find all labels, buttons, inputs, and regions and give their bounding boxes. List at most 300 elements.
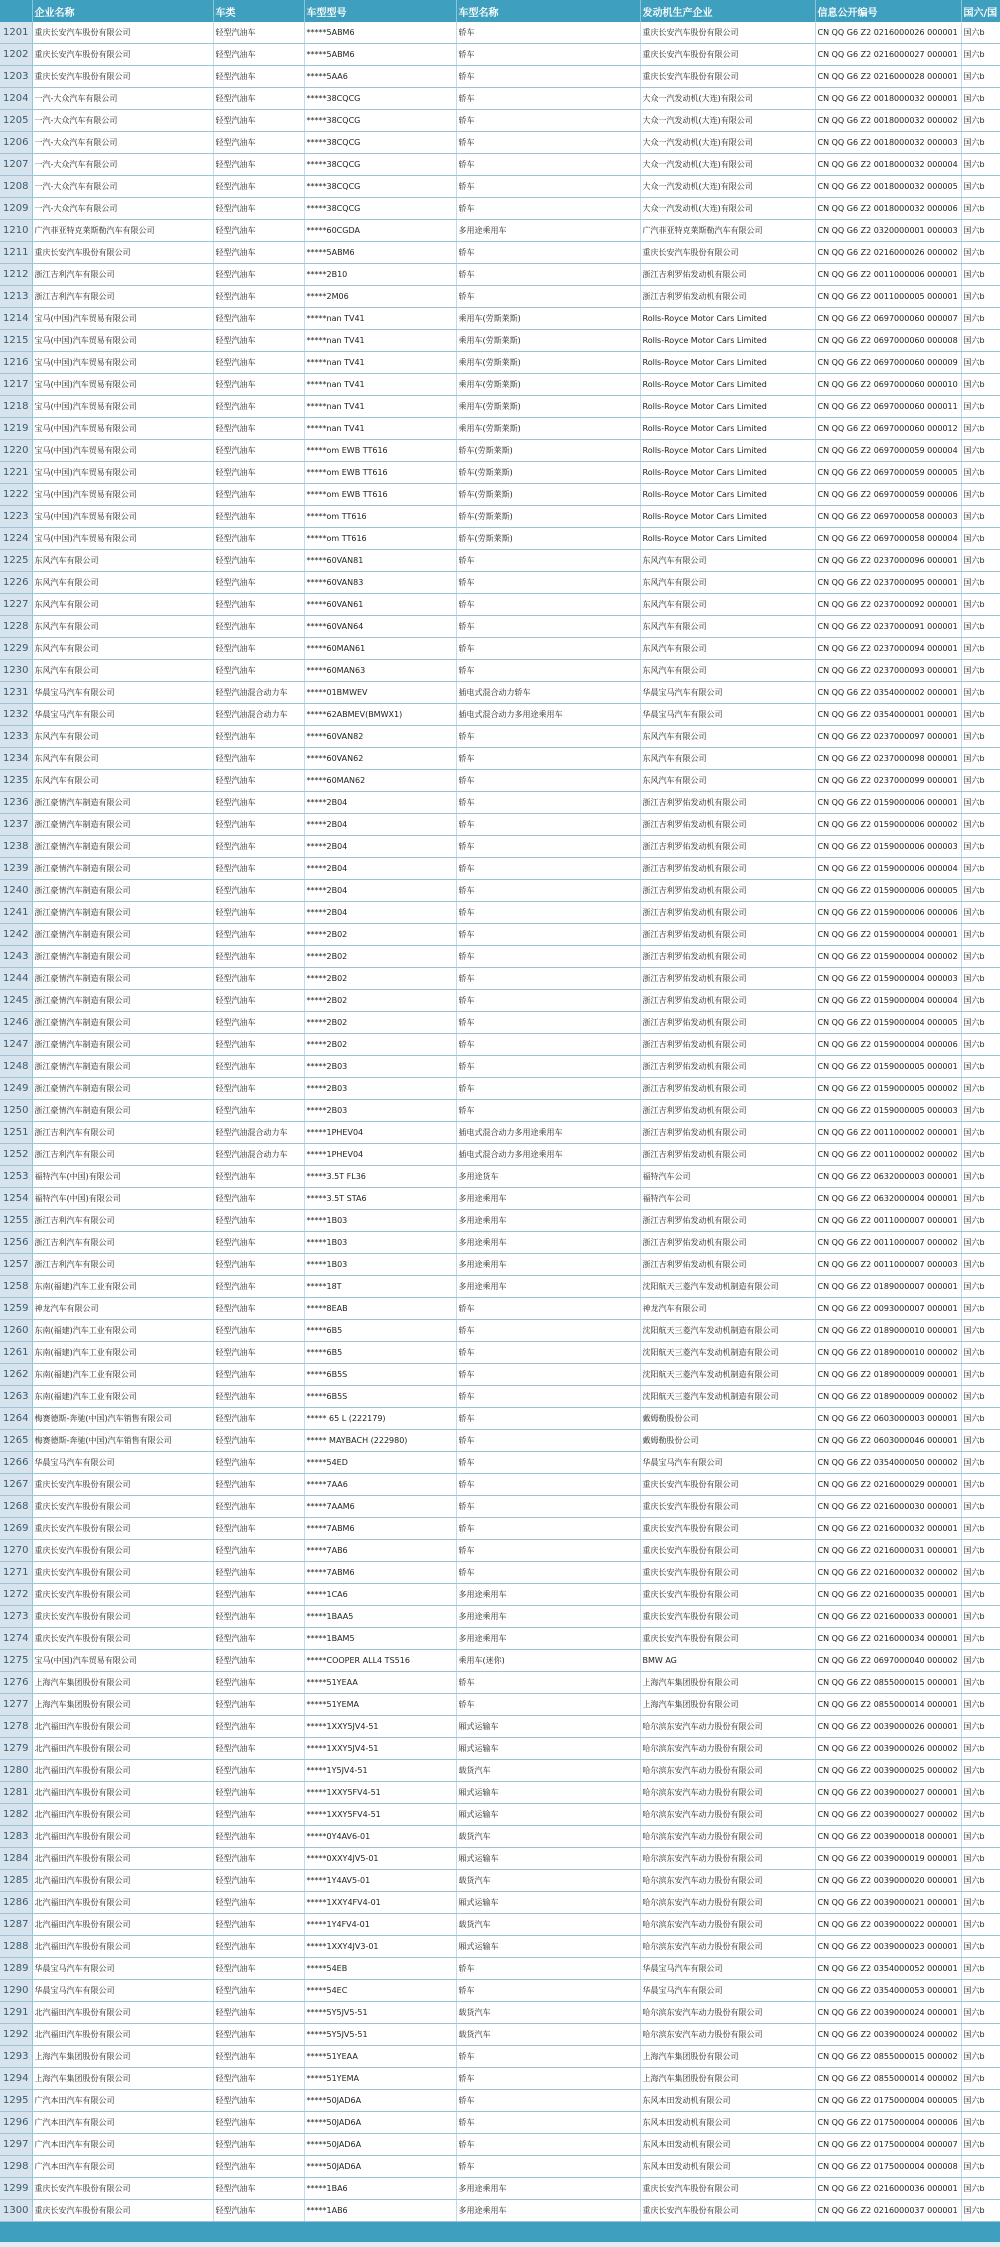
vehicle-class-cell[interactable]: 轻型汽油车 [213, 946, 304, 968]
row-number[interactable]: 1283 [0, 1826, 32, 1848]
engine-maker-cell[interactable]: 哈尔滨东安汽车动力股份有限公司 [640, 2024, 815, 2046]
model-code-cell[interactable]: *****1B03 [304, 1232, 456, 1254]
company-cell[interactable]: 北汽福田汽车股份有限公司 [32, 1716, 213, 1738]
model-name-cell[interactable]: 轿车 [456, 1012, 640, 1034]
table-row[interactable] [0, 1100, 1000, 1122]
row-number[interactable]: 1292 [0, 2024, 32, 2046]
row-number[interactable]: 1300 [0, 2200, 32, 2222]
table-row[interactable] [0, 1782, 1000, 1804]
row-number[interactable]: 1207 [0, 154, 32, 176]
model-name-cell[interactable]: 轿车 [456, 1980, 640, 2002]
company-cell[interactable]: 浙江豪情汽车制造有限公司 [32, 1034, 213, 1056]
emission-std-cell[interactable]: 国六b [961, 506, 1000, 528]
model-code-cell[interactable]: *****1AB6 [304, 2200, 456, 2222]
company-cell[interactable]: 浙江豪情汽车制造有限公司 [32, 792, 213, 814]
vehicle-class-cell[interactable]: 轻型汽油车 [213, 440, 304, 462]
row-number[interactable]: 1258 [0, 1276, 32, 1298]
model-code-cell[interactable]: *****60VAN61 [304, 594, 456, 616]
row-number[interactable]: 1246 [0, 1012, 32, 1034]
table-row[interactable] [0, 1826, 1000, 1848]
row-number[interactable]: 1284 [0, 1848, 32, 1870]
vehicle-class-cell[interactable]: 轻型汽油车 [213, 484, 304, 506]
table-row[interactable] [0, 1584, 1000, 1606]
model-name-cell[interactable]: 乘用车(劳斯莱斯) [456, 352, 640, 374]
model-name-cell[interactable]: 插电式混合动力轿车 [456, 682, 640, 704]
vehicle-class-cell[interactable]: 轻型汽油车 [213, 1628, 304, 1650]
model-code-cell[interactable]: *****6B5S [304, 1364, 456, 1386]
engine-maker-cell[interactable]: 大众一汽发动机(大连)有限公司 [640, 88, 815, 110]
engine-maker-cell[interactable]: 浙江吉利罗佑发动机有限公司 [640, 1254, 815, 1276]
engine-maker-cell[interactable]: 华晨宝马汽车有限公司 [640, 1452, 815, 1474]
model-name-cell[interactable]: 轿车 [456, 2090, 640, 2112]
model-name-cell[interactable]: 载货汽车 [456, 1870, 640, 1892]
vehicle-class-cell[interactable]: 轻型汽油车 [213, 2024, 304, 2046]
emission-std-cell[interactable]: 国六b [961, 418, 1000, 440]
table-row[interactable] [0, 1210, 1000, 1232]
model-code-cell[interactable]: *****3.5T FL36 [304, 1166, 456, 1188]
engine-maker-cell[interactable]: 重庆长安汽车股份有限公司 [640, 2200, 815, 2222]
emission-std-cell[interactable]: 国六b [961, 616, 1000, 638]
model-name-cell[interactable]: 厢式运输车 [456, 1848, 640, 1870]
table-row[interactable] [0, 2024, 1000, 2046]
engine-maker-cell[interactable]: 神龙汽车有限公司 [640, 1298, 815, 1320]
company-cell[interactable]: 上海汽车集团股份有限公司 [32, 1672, 213, 1694]
model-code-cell[interactable]: *****51YEAA [304, 1672, 456, 1694]
vehicle-class-cell[interactable]: 轻型汽油车 [213, 1100, 304, 1122]
model-name-cell[interactable]: 厢式运输车 [456, 1936, 640, 1958]
model-code-cell[interactable]: *****8EAB [304, 1298, 456, 1320]
table-row[interactable] [0, 1672, 1000, 1694]
model-code-cell[interactable]: *****1XXY5FV4-51 [304, 1804, 456, 1826]
engine-maker-cell[interactable]: 华晨宝马汽车有限公司 [640, 1958, 815, 1980]
table-row[interactable] [0, 2068, 1000, 2090]
row-number[interactable]: 1247 [0, 1034, 32, 1056]
emission-std-cell[interactable]: 国六b [961, 396, 1000, 418]
model-code-cell[interactable]: *****2B04 [304, 836, 456, 858]
model-code-cell[interactable]: *****60VAN83 [304, 572, 456, 594]
emission-std-cell[interactable]: 国六b [961, 1386, 1000, 1408]
vehicle-class-cell[interactable]: 轻型汽油车 [213, 1738, 304, 1760]
table-row[interactable] [0, 1298, 1000, 1320]
model-code-cell[interactable]: *****38CQCG [304, 176, 456, 198]
vehicle-class-cell[interactable]: 轻型汽油车 [213, 132, 304, 154]
company-cell[interactable]: 重庆长安汽车股份有限公司 [32, 1606, 213, 1628]
disclosure-no-cell[interactable]: CN QQ G6 Z2 0354000002 000001 [815, 682, 961, 704]
emission-std-cell[interactable]: 国六b [961, 968, 1000, 990]
model-name-cell[interactable]: 轿车 [456, 814, 640, 836]
vehicle-class-cell[interactable]: 轻型汽油车 [213, 1056, 304, 1078]
model-name-cell[interactable]: 多用途乘用车 [456, 2200, 640, 2222]
model-code-cell[interactable]: *****1B03 [304, 1210, 456, 1232]
model-code-cell[interactable]: *****7AAM6 [304, 1496, 456, 1518]
vehicle-class-cell[interactable]: 轻型汽油车 [213, 660, 304, 682]
model-code-cell[interactable]: *****2B02 [304, 990, 456, 1012]
model-code-cell[interactable]: *****60VAN64 [304, 616, 456, 638]
company-cell[interactable]: 东南(福建)汽车工业有限公司 [32, 1320, 213, 1342]
table-row[interactable] [0, 2134, 1000, 2156]
company-cell[interactable]: 一汽-大众汽车有限公司 [32, 154, 213, 176]
row-number[interactable]: 1214 [0, 308, 32, 330]
model-name-cell[interactable]: 插电式混合动力多用途乘用车 [456, 704, 640, 726]
vehicle-class-cell[interactable]: 轻型汽油车 [213, 1870, 304, 1892]
model-name-cell[interactable]: 轿车(劳斯莱斯) [456, 440, 640, 462]
model-code-cell[interactable]: *****1BAA5 [304, 1606, 456, 1628]
vehicle-class-cell[interactable]: 轻型汽油车 [213, 88, 304, 110]
vehicle-class-cell[interactable]: 轻型汽油车 [213, 198, 304, 220]
row-number[interactable]: 1239 [0, 858, 32, 880]
row-number[interactable]: 1209 [0, 198, 32, 220]
model-name-cell[interactable]: 轿车 [456, 902, 640, 924]
engine-maker-cell[interactable]: 东风汽车有限公司 [640, 550, 815, 572]
model-code-cell[interactable]: *****2B02 [304, 1034, 456, 1056]
emission-std-cell[interactable]: 国六b [961, 814, 1000, 836]
col-header-company[interactable]: 企业名称 [32, 0, 213, 22]
row-number[interactable]: 1233 [0, 726, 32, 748]
emission-std-cell[interactable]: 国六b [961, 1738, 1000, 1760]
emission-std-cell[interactable]: 国六b [961, 484, 1000, 506]
disclosure-no-cell[interactable]: CN QQ G6 Z2 0039000020 000001 [815, 1870, 961, 1892]
model-name-cell[interactable]: 轿车 [456, 616, 640, 638]
table-row[interactable] [0, 1738, 1000, 1760]
model-name-cell[interactable]: 轿车 [456, 1320, 640, 1342]
company-cell[interactable]: 北汽福田汽车股份有限公司 [32, 1892, 213, 1914]
table-row[interactable] [0, 946, 1000, 968]
disclosure-no-cell[interactable]: CN QQ G6 Z2 0855000014 000001 [815, 1694, 961, 1716]
table-row[interactable] [0, 1430, 1000, 1452]
disclosure-no-cell[interactable]: CN QQ G6 Z2 0697000060 000012 [815, 418, 961, 440]
model-code-cell[interactable]: *****1PHEV04 [304, 1144, 456, 1166]
emission-std-cell[interactable]: 国六b [961, 2178, 1000, 2200]
company-cell[interactable]: 浙江豪情汽车制造有限公司 [32, 858, 213, 880]
company-cell[interactable]: 广汽本田汽车有限公司 [32, 2090, 213, 2112]
row-number[interactable]: 1245 [0, 990, 32, 1012]
company-cell[interactable]: 广汽本田汽车有限公司 [32, 2134, 213, 2156]
table-row[interactable] [0, 1914, 1000, 1936]
vehicle-class-cell[interactable]: 轻型汽油车 [213, 902, 304, 924]
vehicle-class-cell[interactable]: 轻型汽油车 [213, 528, 304, 550]
disclosure-no-cell[interactable]: CN QQ G6 Z2 0216000027 000001 [815, 44, 961, 66]
vehicle-class-cell[interactable]: 轻型汽油车 [213, 1254, 304, 1276]
model-name-cell[interactable]: 轿车 [456, 1298, 640, 1320]
table-row[interactable] [0, 1166, 1000, 1188]
engine-maker-cell[interactable]: 沈阳航天三菱汽车发动机制造有限公司 [640, 1364, 815, 1386]
vehicle-class-cell[interactable]: 轻型汽油车 [213, 1760, 304, 1782]
model-code-cell[interactable]: *****1XXY4JV3-01 [304, 1936, 456, 1958]
model-code-cell[interactable]: *****1XXY5JV4-51 [304, 1738, 456, 1760]
company-cell[interactable]: 浙江吉利汽车有限公司 [32, 1254, 213, 1276]
company-cell[interactable]: 东风汽车有限公司 [32, 550, 213, 572]
disclosure-no-cell[interactable]: CN QQ G6 Z2 0039000025 000002 [815, 1760, 961, 1782]
engine-maker-cell[interactable]: 广汽菲亚特克莱斯勒汽车有限公司 [640, 220, 815, 242]
model-code-cell[interactable]: *****2B02 [304, 946, 456, 968]
model-code-cell[interactable]: *****COOPER ALL4 TS516 [304, 1650, 456, 1672]
company-cell[interactable]: 重庆长安汽车股份有限公司 [32, 1584, 213, 1606]
model-code-cell[interactable]: *****om EWB TT616 [304, 462, 456, 484]
model-code-cell[interactable]: *****38CQCG [304, 88, 456, 110]
model-code-cell[interactable]: *****7ABM6 [304, 1562, 456, 1584]
emission-std-cell[interactable]: 国六b [961, 1452, 1000, 1474]
row-number[interactable]: 1254 [0, 1188, 32, 1210]
company-cell[interactable]: 广汽菲亚特克莱斯勒汽车有限公司 [32, 220, 213, 242]
engine-maker-cell[interactable]: 戴姆勒股份公司 [640, 1430, 815, 1452]
model-name-cell[interactable]: 多用途乘用车 [456, 1254, 640, 1276]
engine-maker-cell[interactable]: 浙江吉利罗佑发动机有限公司 [640, 968, 815, 990]
row-number[interactable]: 1273 [0, 1606, 32, 1628]
table-row[interactable] [0, 528, 1000, 550]
table-row[interactable] [0, 2178, 1000, 2200]
model-code-cell[interactable]: *****38CQCG [304, 198, 456, 220]
emission-std-cell[interactable]: 国六b [961, 1122, 1000, 1144]
vehicle-class-cell[interactable]: 轻型汽油车 [213, 1452, 304, 1474]
disclosure-no-cell[interactable]: CN QQ G6 Z2 0603000046 000001 [815, 1430, 961, 1452]
emission-std-cell[interactable]: 国六b [961, 748, 1000, 770]
engine-maker-cell[interactable]: 东风汽车有限公司 [640, 594, 815, 616]
company-cell[interactable]: 浙江豪情汽车制造有限公司 [32, 836, 213, 858]
table-row[interactable] [0, 682, 1000, 704]
vehicle-class-cell[interactable]: 轻型汽油车 [213, 264, 304, 286]
engine-maker-cell[interactable]: 浙江吉利罗佑发动机有限公司 [640, 264, 815, 286]
table-row[interactable] [0, 2046, 1000, 2068]
company-cell[interactable]: 宝马(中国)汽车贸易有限公司 [32, 396, 213, 418]
company-cell[interactable]: 宝马(中国)汽车贸易有限公司 [32, 484, 213, 506]
vehicle-class-cell[interactable]: 轻型汽油车 [213, 2090, 304, 2112]
vehicle-class-cell[interactable]: 轻型汽油车 [213, 1012, 304, 1034]
row-number[interactable]: 1298 [0, 2156, 32, 2178]
company-cell[interactable]: 宝马(中国)汽车贸易有限公司 [32, 462, 213, 484]
company-cell[interactable]: 浙江豪情汽车制造有限公司 [32, 880, 213, 902]
model-name-cell[interactable]: 轿车 [456, 1958, 640, 1980]
emission-std-cell[interactable]: 国六b [961, 110, 1000, 132]
emission-std-cell[interactable]: 国六b [961, 858, 1000, 880]
emission-std-cell[interactable]: 国六b [961, 132, 1000, 154]
disclosure-no-cell[interactable]: CN QQ G6 Z2 0237000096 000001 [815, 550, 961, 572]
disclosure-no-cell[interactable]: CN QQ G6 Z2 0159000006 000003 [815, 836, 961, 858]
model-name-cell[interactable]: 轿车 [456, 198, 640, 220]
emission-std-cell[interactable]: 国六b [961, 594, 1000, 616]
table-row[interactable] [0, 924, 1000, 946]
disclosure-no-cell[interactable]: CN QQ G6 Z2 0189000010 000002 [815, 1342, 961, 1364]
company-cell[interactable]: 上海汽车集团股份有限公司 [32, 2046, 213, 2068]
model-code-cell[interactable]: *****1BA6 [304, 2178, 456, 2200]
engine-maker-cell[interactable]: Rolls-Royce Motor Cars Limited [640, 418, 815, 440]
vehicle-class-cell[interactable]: 轻型汽油车 [213, 242, 304, 264]
model-code-cell[interactable]: *****5ABM6 [304, 22, 456, 44]
disclosure-no-cell[interactable]: CN QQ G6 Z2 0354000052 000001 [815, 1958, 961, 1980]
company-cell[interactable]: 东南(福建)汽车工业有限公司 [32, 1342, 213, 1364]
model-name-cell[interactable]: 厢式运输车 [456, 1804, 640, 1826]
company-cell[interactable]: 浙江豪情汽车制造有限公司 [32, 902, 213, 924]
engine-maker-cell[interactable]: BMW AG [640, 1650, 815, 1672]
company-cell[interactable]: 宝马(中国)汽车贸易有限公司 [32, 506, 213, 528]
row-number[interactable]: 1291 [0, 2002, 32, 2024]
disclosure-no-cell[interactable]: CN QQ G6 Z2 0216000032 000001 [815, 1518, 961, 1540]
table-row[interactable] [0, 902, 1000, 924]
model-code-cell[interactable]: *****38CQCG [304, 110, 456, 132]
emission-std-cell[interactable]: 国六b [961, 1606, 1000, 1628]
disclosure-no-cell[interactable]: CN QQ G6 Z2 0093000007 000001 [815, 1298, 961, 1320]
model-name-cell[interactable]: 载货汽车 [456, 2024, 640, 2046]
model-code-cell[interactable]: *****1Y4FV4-01 [304, 1914, 456, 1936]
emission-std-cell[interactable]: 国六b [961, 2068, 1000, 2090]
company-cell[interactable]: 宝马(中国)汽车贸易有限公司 [32, 528, 213, 550]
model-name-cell[interactable]: 轿车 [456, 1408, 640, 1430]
model-name-cell[interactable]: 轿车 [456, 1518, 640, 1540]
model-name-cell[interactable]: 轿车 [456, 836, 640, 858]
emission-std-cell[interactable]: 国六b [961, 792, 1000, 814]
engine-maker-cell[interactable]: 重庆长安汽车股份有限公司 [640, 1496, 815, 1518]
emission-std-cell[interactable]: 国六b [961, 66, 1000, 88]
emission-std-cell[interactable]: 国六b [961, 770, 1000, 792]
vehicle-class-cell[interactable]: 轻型汽油车 [213, 792, 304, 814]
model-name-cell[interactable]: 轿车 [456, 110, 640, 132]
engine-maker-cell[interactable]: Rolls-Royce Motor Cars Limited [640, 374, 815, 396]
engine-maker-cell[interactable]: Rolls-Royce Motor Cars Limited [640, 308, 815, 330]
model-code-cell[interactable]: *****01BMWEV [304, 682, 456, 704]
row-number[interactable]: 1290 [0, 1980, 32, 2002]
row-number[interactable]: 1217 [0, 374, 32, 396]
table-row[interactable] [0, 132, 1000, 154]
company-cell[interactable]: 北汽福田汽车股份有限公司 [32, 2024, 213, 2046]
row-number[interactable]: 1234 [0, 748, 32, 770]
engine-maker-cell[interactable]: 东风本田发动机有限公司 [640, 2156, 815, 2178]
emission-std-cell[interactable]: 国六b [961, 682, 1000, 704]
vehicle-class-cell[interactable]: 轻型汽油车 [213, 1936, 304, 1958]
model-code-cell[interactable]: *****om EWB TT616 [304, 440, 456, 462]
company-cell[interactable]: 浙江吉利汽车有限公司 [32, 1122, 213, 1144]
model-name-cell[interactable]: 轿车 [456, 1364, 640, 1386]
engine-maker-cell[interactable]: 华晨宝马汽车有限公司 [640, 704, 815, 726]
company-cell[interactable]: 东南(福建)汽车工业有限公司 [32, 1276, 213, 1298]
engine-maker-cell[interactable]: 浙江吉利罗佑发动机有限公司 [640, 1232, 815, 1254]
model-name-cell[interactable]: 轿车 [456, 924, 640, 946]
row-number[interactable]: 1286 [0, 1892, 32, 1914]
emission-std-cell[interactable]: 国六b [961, 1518, 1000, 1540]
company-cell[interactable]: 浙江吉利汽车有限公司 [32, 1144, 213, 1166]
disclosure-no-cell[interactable]: CN QQ G6 Z2 0697000059 000004 [815, 440, 961, 462]
emission-std-cell[interactable]: 国六b [961, 1760, 1000, 1782]
emission-std-cell[interactable]: 国六b [961, 440, 1000, 462]
model-code-cell[interactable]: *****1XXY5FV4-51 [304, 1782, 456, 1804]
company-cell[interactable]: 东风汽车有限公司 [32, 572, 213, 594]
table-row[interactable] [0, 858, 1000, 880]
engine-maker-cell[interactable]: 哈尔滨东安汽车动力股份有限公司 [640, 1892, 815, 1914]
row-number[interactable]: 1224 [0, 528, 32, 550]
row-number[interactable]: 1243 [0, 946, 32, 968]
company-cell[interactable]: 重庆长安汽车股份有限公司 [32, 242, 213, 264]
table-row[interactable] [0, 2002, 1000, 2024]
engine-maker-cell[interactable]: 哈尔滨东安汽车动力股份有限公司 [640, 1848, 815, 1870]
company-cell[interactable]: 浙江豪情汽车制造有限公司 [32, 1012, 213, 1034]
model-code-cell[interactable]: *****2B04 [304, 880, 456, 902]
disclosure-no-cell[interactable]: CN QQ G6 Z2 0237000099 000001 [815, 770, 961, 792]
table-row[interactable] [0, 352, 1000, 374]
disclosure-no-cell[interactable]: CN QQ G6 Z2 0855000015 000002 [815, 2046, 961, 2068]
model-code-cell[interactable]: *****2B02 [304, 1012, 456, 1034]
row-number[interactable]: 1253 [0, 1166, 32, 1188]
company-cell[interactable]: 浙江吉利汽车有限公司 [32, 1210, 213, 1232]
company-cell[interactable]: 重庆长安汽车股份有限公司 [32, 2200, 213, 2222]
emission-std-cell[interactable]: 国六b [961, 572, 1000, 594]
row-number[interactable]: 1222 [0, 484, 32, 506]
disclosure-no-cell[interactable]: CN QQ G6 Z2 0011000007 000002 [815, 1232, 961, 1254]
company-cell[interactable]: 北汽福田汽车股份有限公司 [32, 1804, 213, 1826]
engine-maker-cell[interactable]: 上海汽车集团股份有限公司 [640, 2068, 815, 2090]
model-name-cell[interactable]: 多用途乘用车 [456, 1584, 640, 1606]
company-cell[interactable]: 东风汽车有限公司 [32, 726, 213, 748]
table-row[interactable] [0, 110, 1000, 132]
vehicle-class-cell[interactable]: 轻型汽油车 [213, 550, 304, 572]
row-number[interactable]: 1250 [0, 1100, 32, 1122]
col-header-model-code[interactable]: 车型型号 [304, 0, 456, 22]
disclosure-no-cell[interactable]: CN QQ G6 Z2 0159000004 000006 [815, 1034, 961, 1056]
disclosure-no-cell[interactable]: CN QQ G6 Z2 0039000022 000001 [815, 1914, 961, 1936]
table-row[interactable] [0, 1540, 1000, 1562]
emission-std-cell[interactable]: 国六b [961, 2024, 1000, 2046]
model-name-cell[interactable]: 轿车 [456, 1342, 640, 1364]
model-code-cell[interactable]: *****5Y5JV5-51 [304, 2002, 456, 2024]
model-name-cell[interactable]: 轿车 [456, 2156, 640, 2178]
disclosure-no-cell[interactable]: CN QQ G6 Z2 0175000004 000005 [815, 2090, 961, 2112]
row-number[interactable]: 1281 [0, 1782, 32, 1804]
company-cell[interactable]: 北汽福田汽车股份有限公司 [32, 2002, 213, 2024]
table-row[interactable] [0, 1804, 1000, 1826]
table-row[interactable] [0, 1386, 1000, 1408]
emission-std-cell[interactable]: 国六b [961, 946, 1000, 968]
row-number[interactable]: 1240 [0, 880, 32, 902]
table-row[interactable] [0, 2112, 1000, 2134]
disclosure-no-cell[interactable]: CN QQ G6 Z2 0011000007 000001 [815, 1210, 961, 1232]
model-name-cell[interactable]: 轿车 [456, 1452, 640, 1474]
engine-maker-cell[interactable]: 大众一汽发动机(大连)有限公司 [640, 132, 815, 154]
company-cell[interactable]: 宝马(中国)汽车贸易有限公司 [32, 440, 213, 462]
table-row[interactable] [0, 704, 1000, 726]
company-cell[interactable]: 宝马(中国)汽车贸易有限公司 [32, 308, 213, 330]
table-row[interactable] [0, 1496, 1000, 1518]
model-name-cell[interactable]: 轿车 [456, 1672, 640, 1694]
model-code-cell[interactable]: *****62ABMEV(BMWX1) [304, 704, 456, 726]
model-name-cell[interactable]: 轿车 [456, 990, 640, 1012]
engine-maker-cell[interactable]: 哈尔滨东安汽车动力股份有限公司 [640, 1870, 815, 1892]
disclosure-no-cell[interactable]: CN QQ G6 Z2 0237000097 000001 [815, 726, 961, 748]
engine-maker-cell[interactable]: 重庆长安汽车股份有限公司 [640, 1540, 815, 1562]
model-name-cell[interactable]: 轿车 [456, 154, 640, 176]
vehicle-class-cell[interactable]: 轻型汽油车 [213, 506, 304, 528]
disclosure-no-cell[interactable]: CN QQ G6 Z2 0011000005 000001 [815, 286, 961, 308]
vehicle-class-cell[interactable]: 轻型汽油车 [213, 2134, 304, 2156]
model-name-cell[interactable]: 厢式运输车 [456, 1716, 640, 1738]
company-cell[interactable]: 浙江豪情汽车制造有限公司 [32, 1078, 213, 1100]
table-row[interactable] [0, 770, 1000, 792]
col-header-model-name[interactable]: 车型名称 [456, 0, 640, 22]
disclosure-no-cell[interactable]: CN QQ G6 Z2 0237000094 000001 [815, 638, 961, 660]
engine-maker-cell[interactable]: 浙江吉利罗佑发动机有限公司 [640, 946, 815, 968]
engine-maker-cell[interactable]: 沈阳航天三菱汽车发动机制造有限公司 [640, 1386, 815, 1408]
company-cell[interactable]: 浙江豪情汽车制造有限公司 [32, 924, 213, 946]
company-cell[interactable]: 重庆长安汽车股份有限公司 [32, 22, 213, 44]
disclosure-no-cell[interactable]: CN QQ G6 Z2 0855000014 000002 [815, 2068, 961, 2090]
model-name-cell[interactable]: 轿车 [456, 858, 640, 880]
company-cell[interactable]: 重庆长安汽车股份有限公司 [32, 2178, 213, 2200]
model-code-cell[interactable]: *****38CQCG [304, 154, 456, 176]
disclosure-no-cell[interactable]: CN QQ G6 Z2 0237000091 000001 [815, 616, 961, 638]
model-code-cell[interactable]: *****51YEMA [304, 1694, 456, 1716]
disclosure-no-cell[interactable]: CN QQ G6 Z2 0216000034 000001 [815, 1628, 961, 1650]
disclosure-no-cell[interactable]: CN QQ G6 Z2 0632000003 000001 [815, 1166, 961, 1188]
row-number[interactable]: 1278 [0, 1716, 32, 1738]
row-number[interactable]: 1212 [0, 264, 32, 286]
vehicle-class-cell[interactable]: 轻型汽油车 [213, 22, 304, 44]
table-row[interactable] [0, 1452, 1000, 1474]
